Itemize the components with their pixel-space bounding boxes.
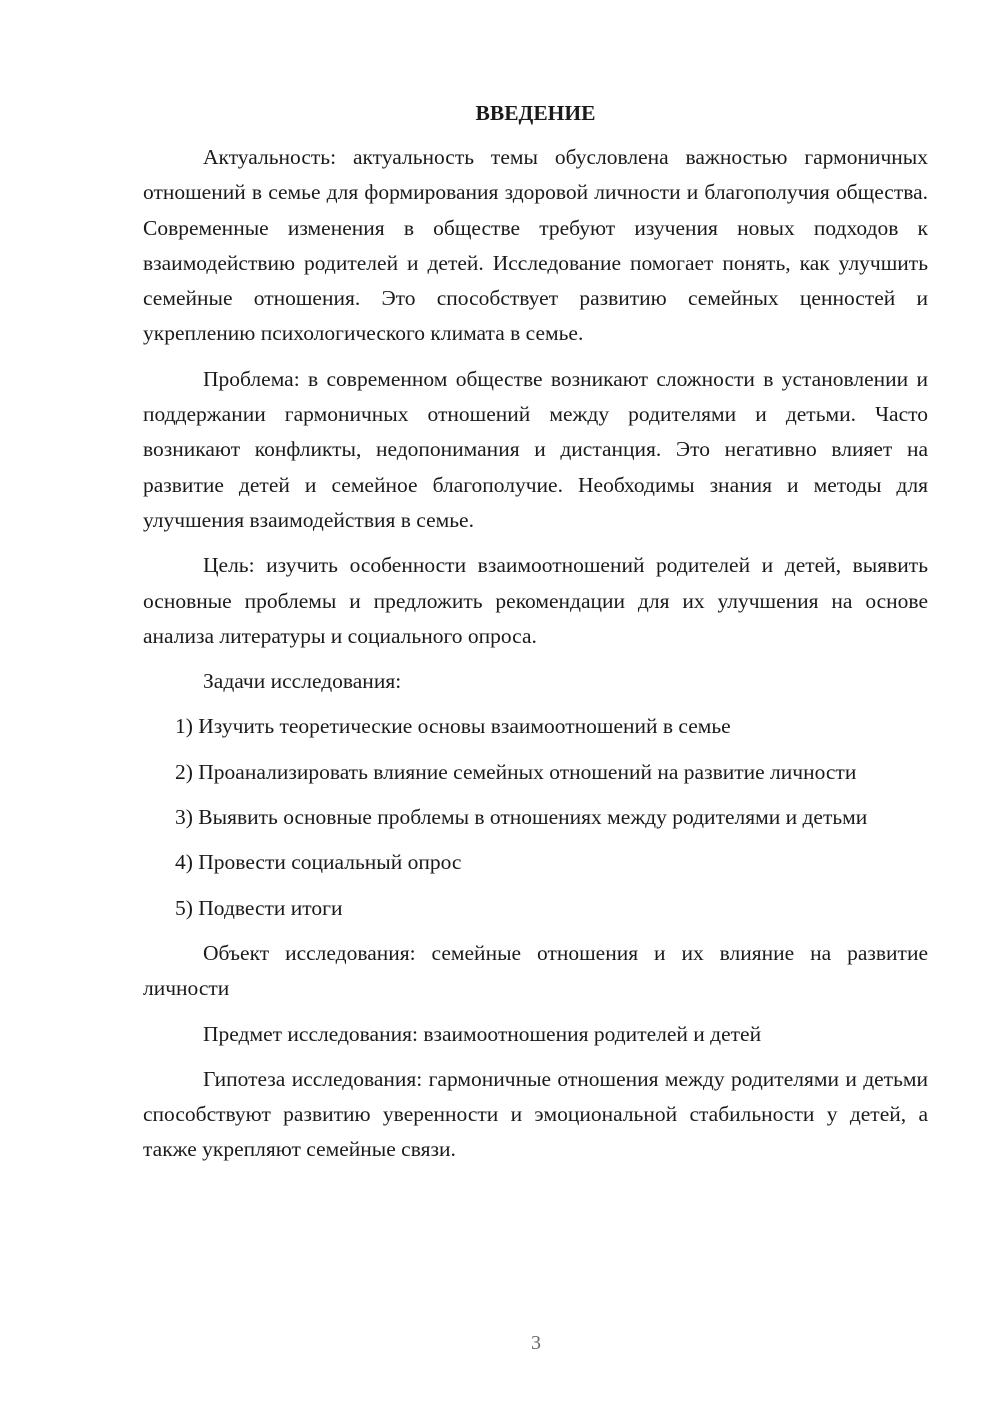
- goal-paragraph: Цель: изучить особенности взаимоотношений родителей и детей, выявить основные проблемы и предложить рекомендации для их улучшения на основе анализа литературы и социального опроса.: [143, 553, 928, 648]
- task-item: 5) Подвести итоги: [175, 895, 343, 920]
- task-item: 4) Провести социальный опрос: [175, 850, 462, 875]
- problem-paragraph: Проблема: в современном обществе возникают сложности в установлении и поддержании гармоничных отношений между родителями и детьми. Часто возникают конфликты, недопонимания и дистанция. Это негативно влияет на развитие детей и семейное благополучие. Необходимы знания и методы для улучшения взаимодействия в семье.: [143, 366, 928, 532]
- task-item: 3) Выявить основные проблемы в отношениях между родителями и детьми: [175, 805, 868, 830]
- subject-paragraph: Предмет исследования: взаимоотношения родителей и детей: [203, 1021, 762, 1046]
- task-item: 2) Проанализировать влияние семейных отношений на развитие личности: [175, 759, 857, 784]
- object-paragraph: Объект исследования: семейные отношения и их влияние на развитие личности: [143, 940, 928, 1001]
- page-number: 3: [531, 1332, 541, 1354]
- hypothesis-paragraph: Гипотеза исследования: гармоничные отношения между родителями и детьми способствуют развитию уверенности и эмоциональной стабильности у детей, а также укрепляют семейные связи.: [143, 1066, 928, 1162]
- tasks-intro: Задачи исследования:: [203, 669, 402, 694]
- section-heading: ВВЕДЕНИЕ: [475, 101, 596, 125]
- task-item: 1) Изучить теоретические основы взаимоотношений в семье: [175, 714, 731, 739]
- relevance-paragraph: Актуальность: актуальность темы обусловлена важностью гармоничных отношений в семье для формирования здоровой личности и благополучия общества. Современные изменения в обществе требуют изучения новых подходов к взаимодействию родителей и детей. Исследование помогает понять, как улучшить семейные отношения. Это способствует развитию семейных ценностей и укреплению психологического климата в семье.: [143, 145, 928, 346]
- document-body: [143, 96, 928, 1178]
